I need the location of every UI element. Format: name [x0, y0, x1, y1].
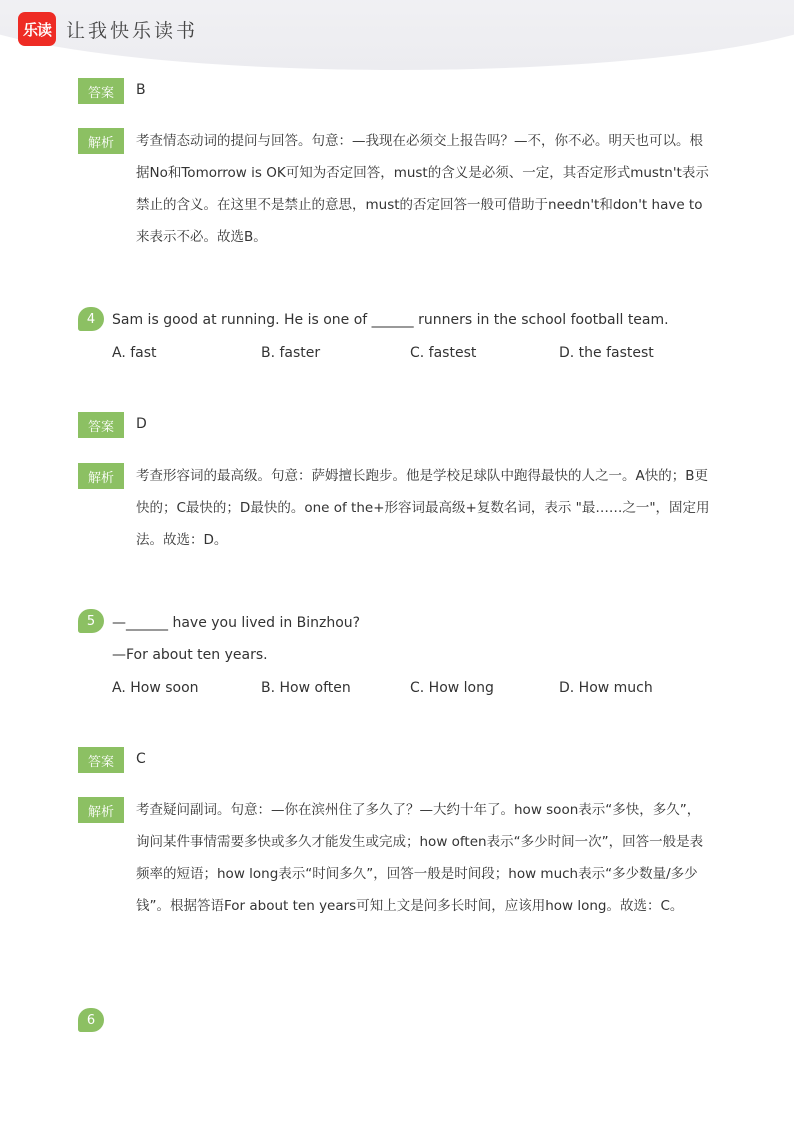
q4-option-c: C. fastest — [410, 345, 477, 361]
q4-option-a: A. fast — [112, 345, 157, 361]
answer-tag: 答案 — [78, 412, 124, 438]
q5-stem-line2: —For about ten years. — [112, 647, 268, 663]
q5-stem-line1: —______ have you lived in Binzhou? — [112, 615, 361, 631]
q4-analysis: 考查形容词的最高级。句意：萨姆擅长跑步。他是学校足球队中跑得最快的人之一。A快的；B更快的；C最快的；D最快的。one of the+形容词最高级+复数名词，表示 "最……之一"，固定用法。故选：D。 — [136, 468, 710, 548]
analysis-tag: 解析 — [78, 463, 124, 489]
q5-answer: C — [136, 751, 146, 767]
q5-option-b: B. How often — [261, 680, 351, 696]
question-number-badge: 4 — [78, 307, 104, 331]
answer-tag: 答案 — [78, 747, 124, 773]
q5-analysis: 考查疑问副词。句意：—你在滨州住了多久了？—大约十年了。how soon表示“多快，多久”，询问某件事情需要多快或多久才能发生或完成；how often表示“多少时间一次”，回答一般是表频率的短语；how long表示“时间多久”，回答一般是时间段；how much表示“多少数量/多少钱”。根据答语For about ten years可知上文是问多长时间，应该用how long。故选：C。 — [136, 802, 704, 914]
analysis-tag: 解析 — [78, 128, 124, 154]
app-logo: 乐读 — [18, 12, 56, 46]
q3-answer: B — [136, 82, 146, 98]
analysis-tag: 解析 — [78, 797, 124, 823]
q3-analysis: 考查情态动词的提问与回答。句意：—我现在必须交上报告吗？—不，你不必。明天也可以。根据No和Tomorrow is OK可知为否定回答，must的含义是必须、一定，其否定形式mustn't表示禁止的含义。在这里不是禁止的意思，must的否定回答一般可借助于needn't和don't have to来表示不必。故选B。 — [136, 133, 709, 245]
page-header — [0, 0, 794, 70]
question-number-badge: 5 — [78, 609, 104, 633]
q4-stem: Sam is good at running. He is one of ______ runners in the school football team. — [112, 312, 669, 328]
answer-tag: 答案 — [78, 78, 124, 104]
q5-option-d: D. How much — [559, 680, 653, 696]
q4-option-b: B. faster — [261, 345, 321, 361]
q5-option-a: A. How soon — [112, 680, 199, 696]
header-slogan: 让我快乐读书 — [66, 20, 199, 42]
question-number-badge: 6 — [78, 1008, 104, 1032]
q4-option-d: D. the fastest — [559, 345, 654, 361]
q5-option-c: C. How long — [410, 680, 494, 696]
q4-answer: D — [136, 416, 147, 432]
